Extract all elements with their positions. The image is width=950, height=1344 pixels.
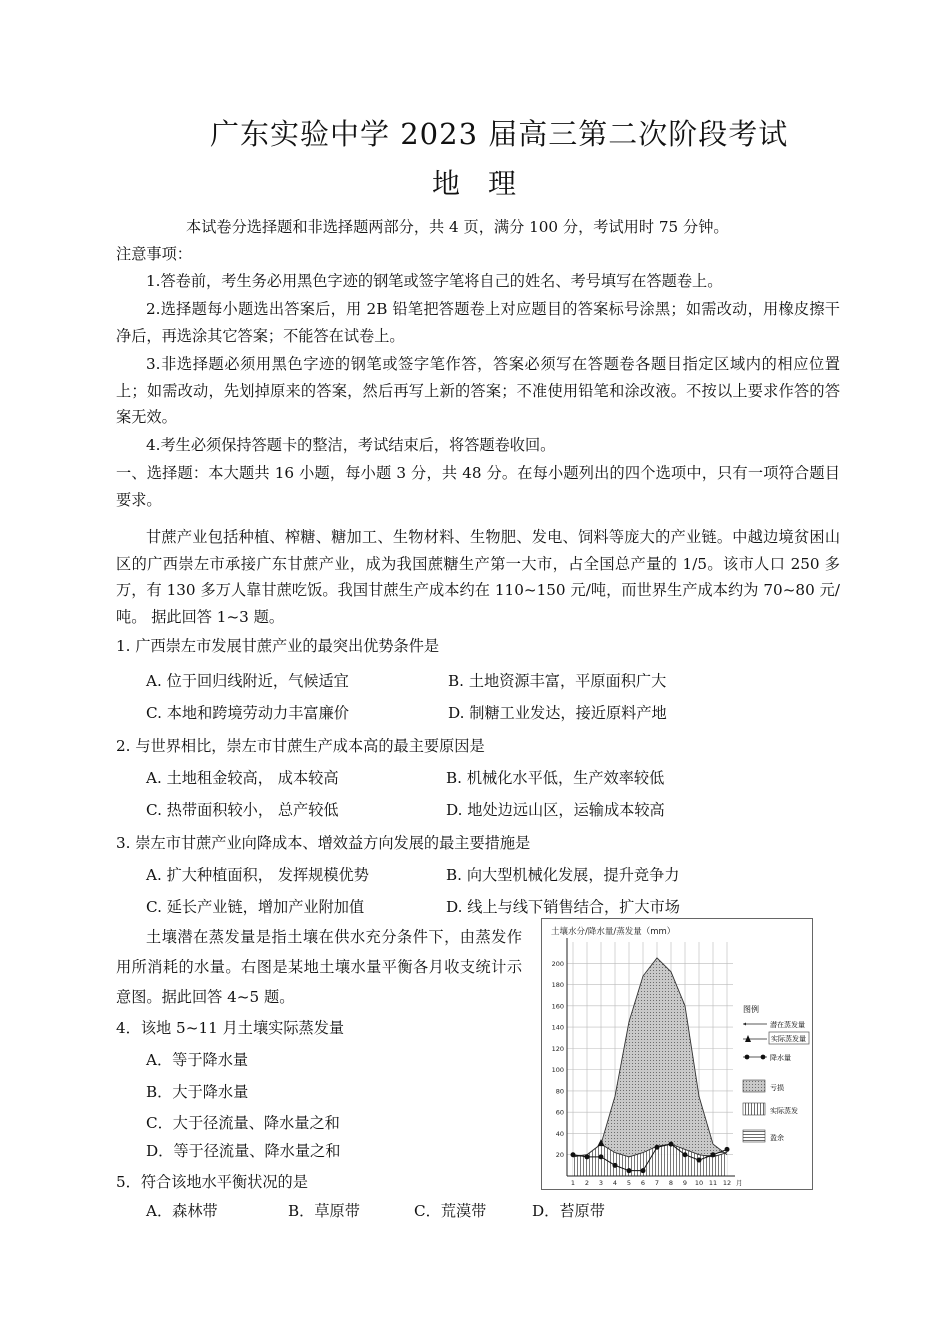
notice-item-2: 2.选择题每小题选出答案后，用 2B 铅笔把答题卷上对应题目的答案标号涂黑；如需改动，用橡皮擦干净后，再选涂其它答案；不能答在试卷上。: [116, 300, 840, 345]
question-2-stem: 2. 与世界相比，崇左市甘蔗生产成本高的最主要原因是: [116, 737, 485, 755]
legend-actual-swatch: [743, 1103, 765, 1115]
question-5-option-a[interactable]: A．森林带: [146, 1202, 218, 1220]
x-tick-label: 11: [708, 1179, 718, 1187]
precipitation-point: [669, 1142, 674, 1147]
notice-item-1: 1.答卷前，考生务必用黑色字迹的钢笔或签字笔将自己的姓名、考号填写在答题卷上。: [146, 272, 723, 290]
legend-title: 图例: [743, 1005, 759, 1014]
x-tick-label: 3: [598, 1179, 604, 1187]
y-tick-label: 180: [551, 981, 564, 990]
y-tick-label: 40: [555, 1129, 564, 1138]
y-tick-label: 60: [555, 1108, 564, 1117]
section-heading: 一、选择题：本大题共 16 小题，每小题 3 分，共 48 分。在每小题列出的四个选项中，只有一项符合题目要求。: [116, 464, 840, 509]
subject-title: 地 理: [432, 167, 517, 200]
exam-title: 广东实验中学 2023 届高三第二次阶段考试: [210, 117, 789, 151]
question-5-stem: 5．符合该地水平衡状况的是: [116, 1173, 308, 1191]
x-tick-label: 6: [640, 1179, 646, 1187]
x-tick-label: 7: [654, 1179, 660, 1187]
precipitation-point: [683, 1152, 688, 1157]
y-tick-label: 160: [551, 1002, 564, 1011]
chart-legend: [737, 993, 809, 1142]
question-3-option-b[interactable]: B. 向大型机械化发展，提升竞争力: [446, 866, 680, 884]
precipitation-point: [571, 1152, 576, 1157]
passage-sugarcane: 甘蔗产业包括种植、榨糖、糖加工、生物材料、生物肥、发电、饲料等庞大的产业链。中越边境贫困山区的广西崇左市承接广东甘蔗产业，成为我国蔗糖生产第一大市，占全国总产量的 1/5。该市人口 250 多万，有 130 多万人靠甘蔗吃饭。我国甘蔗生产成本约在 110~150 元/吨，而世界生产成本约为 70~80 元/吨。 据此回答 1~3 题。: [116, 528, 840, 626]
question-3-option-d[interactable]: D. 线上与线下销售结合，扩大市场: [446, 898, 680, 916]
precipitation-point: [655, 1145, 660, 1150]
legend-label-surplus: 盈余: [770, 1134, 784, 1142]
question-2-option-a[interactable]: A. 土地租金较高， 成本较高: [146, 769, 339, 787]
precipitation-point: [613, 1163, 618, 1168]
notice-item-4: 4.考生必须保持答题卡的整洁，考试结束后，将答题卷收回。: [146, 436, 556, 454]
notice-heading: 注意事项：: [116, 245, 192, 263]
y-tick-label: 200: [551, 959, 564, 968]
passage-soil-evaporation: 土壤潜在蒸发量是指土壤在供水充分条件下，由蒸发作用所消耗的水量。右图是某地土壤水量平衡各月收支统计示意图。据此回答 4~5 题。: [116, 928, 522, 1006]
y-tick-label: 80: [555, 1087, 564, 1096]
question-1-option-c[interactable]: C. 本地和跨境劳动力丰富廉价: [146, 704, 349, 722]
question-1-option-a[interactable]: A. 位于回归线附近，气候适宜: [146, 672, 349, 690]
chart-title: 土壤水分/降水量/蒸发量（mm）: [551, 927, 676, 937]
x-tick-label: 1: [570, 1179, 576, 1187]
question-5-option-c[interactable]: C．荒漠带: [414, 1202, 487, 1220]
legend-label-actual-evap: 实际蒸发量: [771, 1035, 806, 1043]
question-4-option-c[interactable]: C．大于径流量、降水量之和: [146, 1114, 340, 1132]
legend-label-potential-evap: 潜在蒸发量: [770, 1021, 805, 1029]
legend-label-actual: 实际蒸发: [770, 1107, 798, 1115]
precipitation-point: [585, 1154, 590, 1159]
x-tick-label: 4: [612, 1179, 618, 1187]
y-tick-label: 20: [555, 1151, 564, 1160]
question-3-stem: 3. 崇左市甘蔗产业向降成本、增效益方向发展的最主要措施是: [116, 834, 531, 852]
question-4-option-b[interactable]: B．大于降水量: [146, 1083, 249, 1101]
question-5-option-d[interactable]: D．苔原带: [532, 1202, 605, 1220]
question-2-option-c[interactable]: C. 热带面积较小， 总产较低: [146, 801, 339, 819]
question-4-option-a[interactable]: A．等于降水量: [146, 1051, 249, 1069]
question-3-option-a[interactable]: A. 扩大种植面积， 发挥规模优势: [146, 866, 369, 884]
question-2-option-b[interactable]: B. 机械化水平低，生产效率较低: [446, 769, 665, 787]
x-tick-label: 10: [694, 1179, 704, 1187]
y-tick-label: 100: [551, 1066, 564, 1075]
x-tick-label: 9: [682, 1179, 688, 1187]
legend-dot-icon: [745, 1055, 750, 1060]
y-tick-label: 120: [551, 1044, 564, 1053]
question-5-option-b[interactable]: B．草原带: [288, 1202, 360, 1220]
legend-label-precip: 降水量: [770, 1054, 791, 1062]
exam-intro: 本试卷分选择题和非选择题两部分，共 4 页，满分 100 分，考试用时 75 分钟。: [186, 218, 729, 236]
precipitation-point: [697, 1158, 702, 1163]
soil-water-balance-chart: [541, 918, 813, 1190]
question-4-option-d[interactable]: D．等于径流量、降水量之和: [146, 1142, 341, 1160]
question-1-option-b[interactable]: B. 土地资源丰富，平原面积广大: [448, 672, 667, 690]
legend-surplus-swatch: [743, 1130, 765, 1142]
legend-dot-icon: [761, 1055, 766, 1060]
question-2-option-d[interactable]: D. 地处边远山区，运输成本较高: [446, 801, 665, 819]
x-tick-label: 12: [722, 1179, 732, 1187]
legend-label-deficit: 亏损: [770, 1084, 784, 1092]
question-1-stem: 1. 广西崇左市发展甘蔗产业的最突出优势条件是: [116, 637, 440, 655]
question-3-option-c[interactable]: C. 延长产业链，增加产业附加值: [146, 898, 365, 916]
notice-item-3: 3.非选择题必须用黑色字迹的钢笔或签字笔作答，答案必须写在答题卷各题目指定区域内的相应位置上；如需改动，先划掉原来的答案，然后再写上新的答案；不准使用铅笔和涂改液。不按以上要求作答的答案无效。: [116, 355, 840, 426]
precipitation-point: [711, 1152, 716, 1157]
precipitation-point: [725, 1147, 730, 1152]
x-axis-unit: 月: [736, 1179, 743, 1187]
x-tick-label: 2: [584, 1179, 590, 1187]
question-1-option-d[interactable]: D. 制糖工业发达，接近原料产地: [448, 704, 667, 722]
legend-deficit-swatch: [743, 1080, 765, 1092]
precipitation-point: [641, 1168, 646, 1173]
question-4-stem: 4．该地 5~11 月土壤实际蒸发量: [116, 1019, 345, 1037]
x-tick-label: 5: [626, 1179, 632, 1187]
y-tick-label: 140: [551, 1023, 564, 1032]
x-tick-label: 8: [668, 1179, 674, 1187]
precipitation-point: [599, 1154, 604, 1159]
precipitation-point: [627, 1168, 632, 1173]
